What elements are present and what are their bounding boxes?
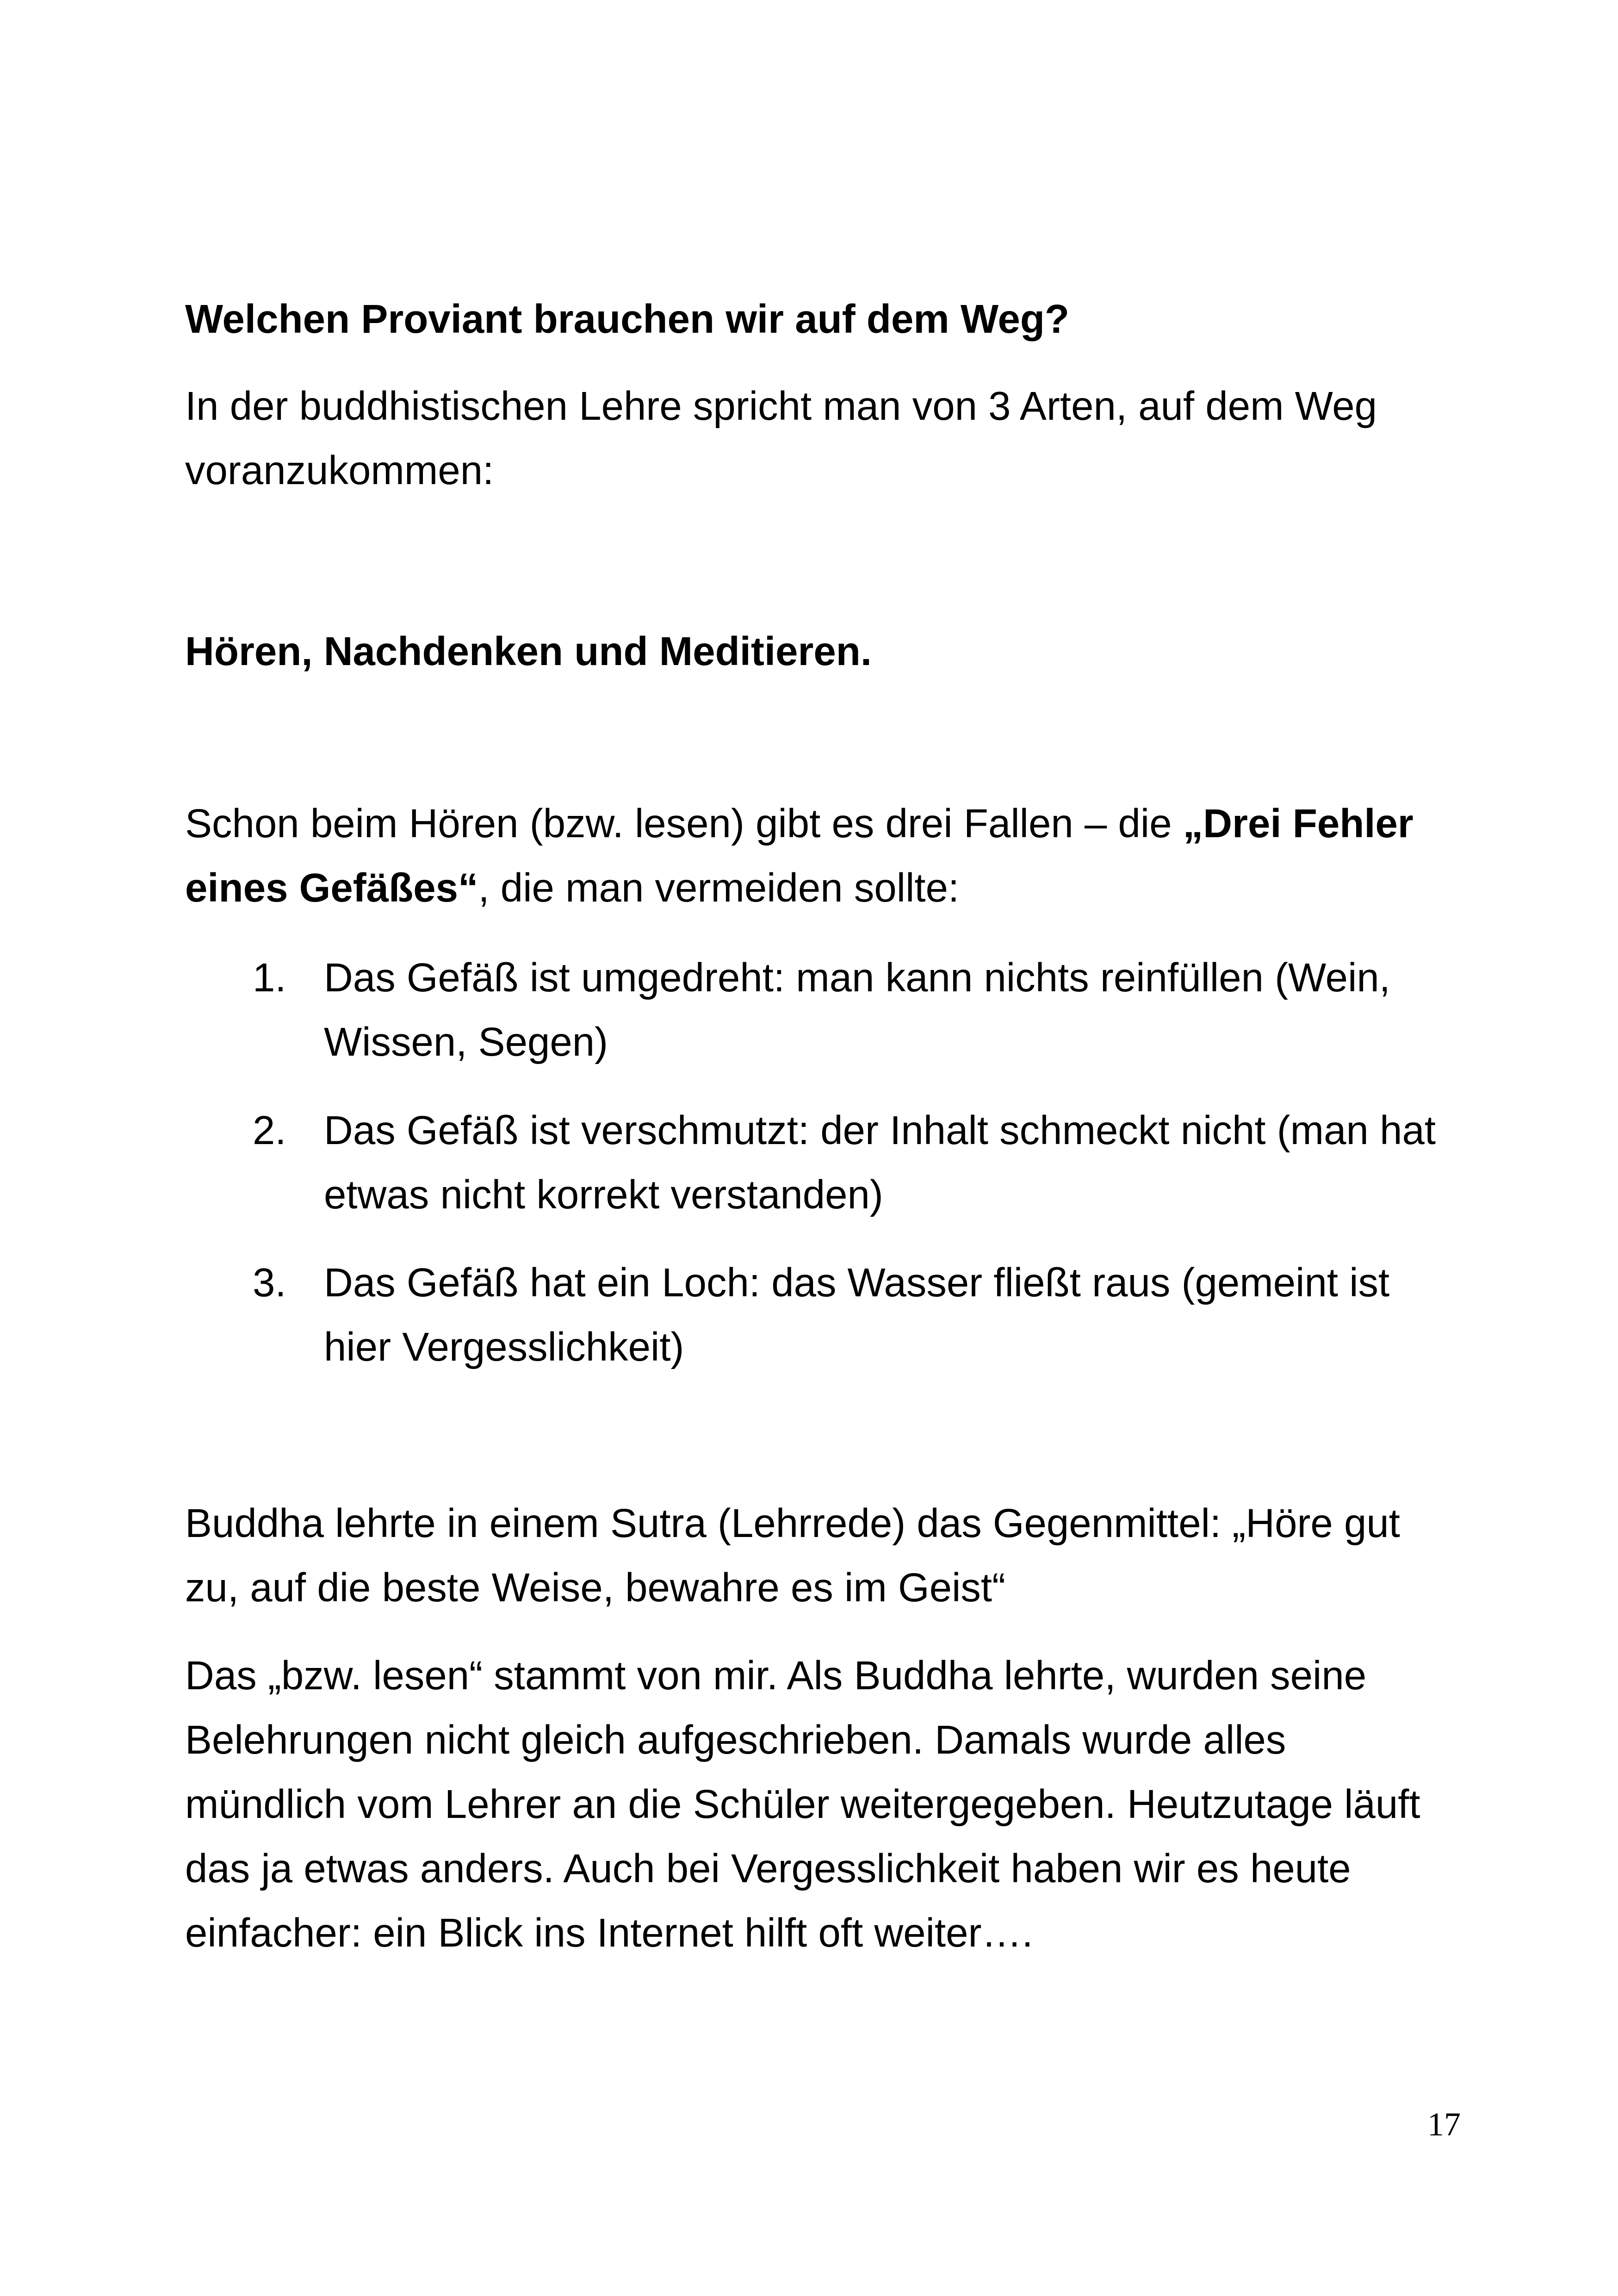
list-item-text: Das Gefäß ist verschmutzt: der Inhalt schmeckt nicht (man hat etwas nicht korrekt verstanden) [324,1108,1436,1217]
list-item-text: Das Gefäß ist umgedreht: man kann nichts reinfüllen (Wein, Wissen, Segen) [324,955,1390,1064]
intro-paragraph: In der buddhistischen Lehre spricht man von 3 Arten, auf dem Weg voranzukommen: [185,384,1377,493]
list-item-text: Das Gefäß hat ein Loch: das Wasser fließt raus (gemeint ist hier Vergesslichkeit) [324,1260,1390,1369]
page-number: 17 [1427,2106,1461,2143]
list-item-number: 1. [253,955,286,1000]
falls-text-before: Schon beim Hören (bzw. lesen) gibt es drei Fallen – die [185,801,1183,846]
closing-paragraph: Das „bzw. lesen“ stammt von mir. Als Buddha lehrte, wurden seine Belehrungen nicht gleich aufgeschrieben. Damals wurde alles mündlich vom Lehrer an die Schüler weitergegeben. Heutzutage läuft das ja etwas anders. Auch bei Vergesslichkeit haben wir es heute einfacher: ein Blick ins Internet hilft oft weiter…. [185,1653,1420,1955]
methods-heading: Hören, Nachdenken und Meditieren. [185,629,872,674]
falls-paragraph [185,791,1453,920]
list-item-number: 3. [253,1260,286,1305]
falls-text-bold: „Drei Fehler eines Gefäßes“ [185,801,1413,910]
section-heading: Welchen Proviant brauchen wir auf dem Weg? [185,297,1070,342]
antidote-paragraph: Buddha lehrte in einem Sutra (Lehrrede) das Gegenmittel: „Höre gut zu, auf die beste Weise, bewahre es im Geist“ [185,1501,1400,1610]
falls-text-after: , die man vermeiden sollte: [478,865,960,910]
list-item-number: 2. [253,1108,286,1153]
